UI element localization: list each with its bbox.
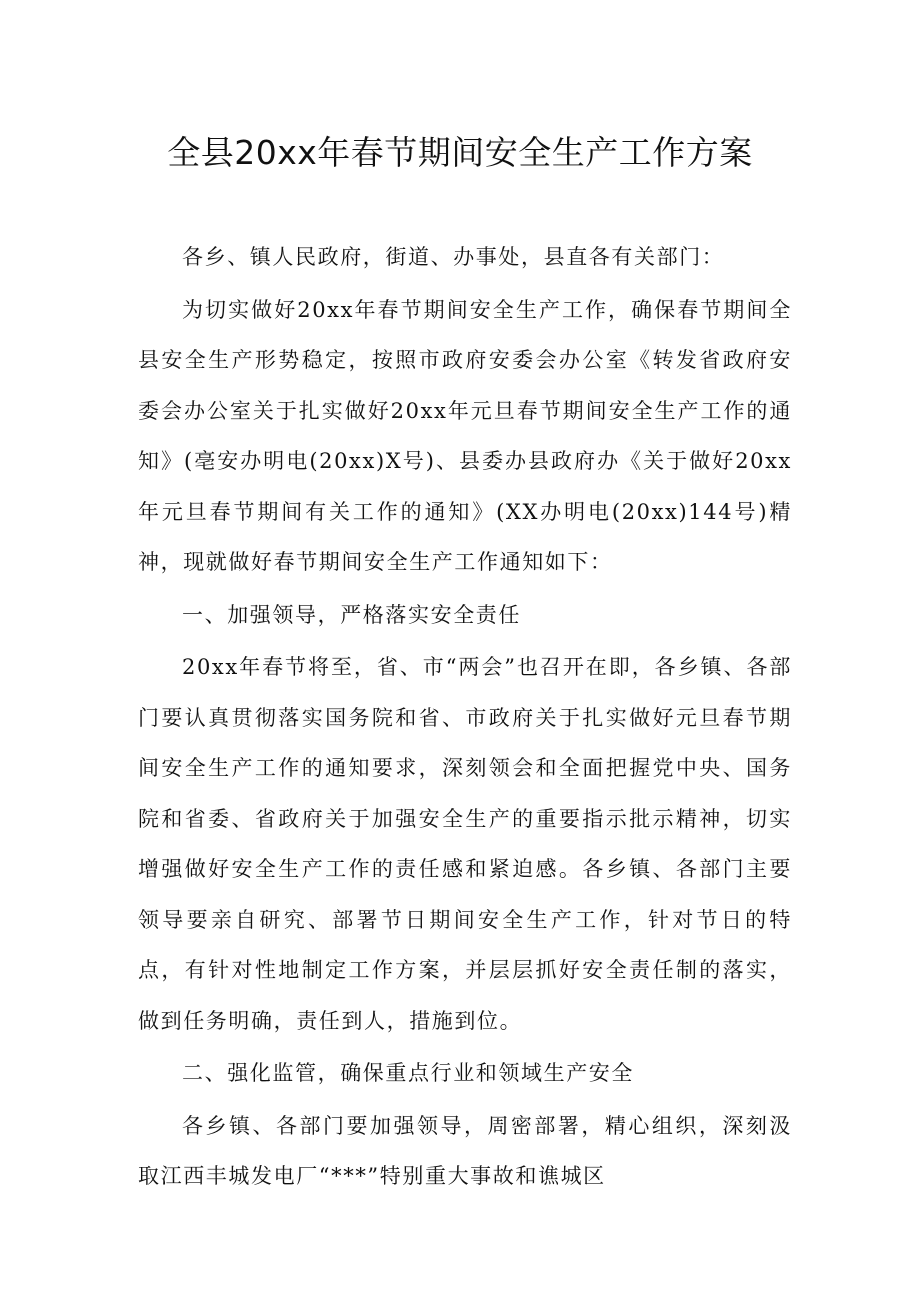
document-body xyxy=(138,232,792,1204)
document-title: 全县20xx年春节期间安全生产工作方案 xyxy=(167,133,753,172)
section-heading-2: 二、强化监管，确保重点行业和领域生产安全 xyxy=(182,1061,634,1085)
paragraph-section-2: 各乡镇、各部门要加强领导，周密部署，精心组织，深刻汲取江西丰城发电厂“***”特别重大事故和谯城区 xyxy=(138,1113,792,1188)
salutation: 各乡、镇人民政府，街道、办事处，县直各有关部门： xyxy=(182,245,725,269)
paragraph-intro: 为切实做好20xx年春节期间安全生产工作，确保春节期间全县安全生产形势稳定，按照市政府安委会办公室《转发省政府安委会办公室关于扎实做好20xx年元旦春节期间安全生产工作的通知》(亳安办明电(20xx)X号)、县委办县政府办《关于做好20xx年元旦春节期间有关工作的通知》(XX办明电(20xx)144号)精神，现就做好春节期间安全生产工作通知如下： xyxy=(138,297,792,574)
section-heading-1: 一、加强领导，严格落实安全责任 xyxy=(182,602,521,627)
paragraph-section-1: 20xx年春节将至，省、市“两会”也召开在即，各乡镇、各部门要认真贯彻落实国务院和省、市政府关于扎实做好元旦春节期间安全生产工作的通知要求，深刻领会和全面把握党中央、国务院和省委、省政府关于加强安全生产的重要指示批示精神，切实增强做好安全生产工作的责任感和紧迫感。各乡镇、各部门主要领导要亲自研究、部署节日期间安全生产工作，针对节日的特点，有针对性地制定工作方案，并层层抓好安全责任制的落实，做到任务明确，责任到人，措施到位。 xyxy=(138,655,792,1033)
